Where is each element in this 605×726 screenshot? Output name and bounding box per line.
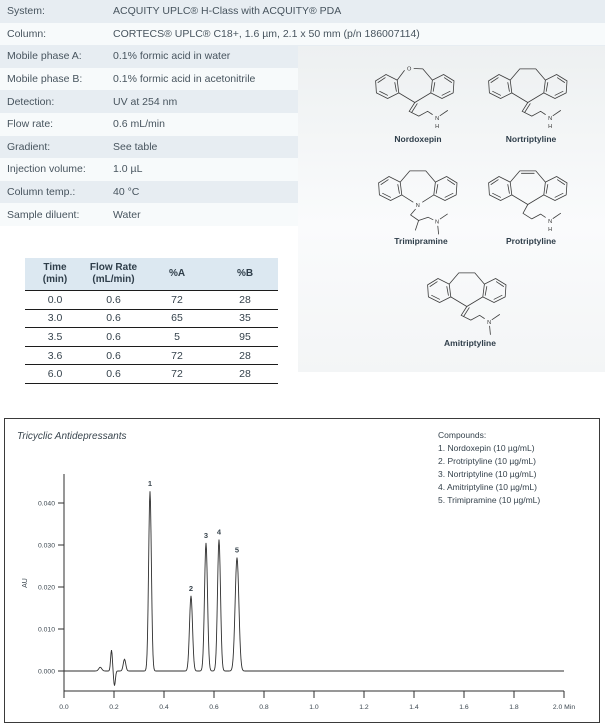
gradient-table [25,258,278,384]
peak-label: 2 [188,583,194,593]
condition-label: Detection: [7,95,55,108]
gradient-table-row [25,290,278,309]
gradient-cell: 0.0 [47,293,63,306]
header-line2: (min) [42,274,68,285]
legend-item: 2. Protriptyline (10 µg/mL) [438,456,536,466]
signal-trace [64,491,564,685]
gradient-header-cell [212,268,278,280]
condition-label: System: [7,5,45,18]
condition-value: CORTECS® UPLC® C18+, 1.6 µm, 2.1 x 50 mm (p/n 186007114) [113,27,420,40]
svg-text:N: N [548,218,553,225]
condition-label: Column: [7,27,47,40]
condition-row [0,0,605,23]
gradient-cell: 28 [239,293,251,306]
svg-text:N: N [548,116,553,123]
condition-label: Column temp.: [7,186,76,199]
condition-value: 0.1% formic acid in acetonitrile [113,73,256,86]
chromatogram-box [4,418,600,723]
x-tick-label: 0.4 [159,704,169,711]
x-tick-label: 1.2 [359,704,369,711]
condition-label: Mobile phase B: [7,73,83,86]
gradient-cell: 72 [171,368,183,381]
legend-item: 4. Amitriptyline (10 µg/mL) [438,482,537,492]
chromatogram-title: Tricyclic Antidepressants [17,431,127,442]
x-tick-label: 1.4 [409,704,419,711]
gradient-table-row [25,346,278,365]
condition-value: 0.6 mL/min [113,118,165,131]
gradient-cell: 35 [239,312,251,325]
header-line1: Time [43,262,67,273]
svg-text:H: H [548,124,553,131]
condition-value: Water [113,208,141,221]
gradient-cell: 0.6 [106,293,121,306]
molecule-trimipramine-icon [373,158,469,235]
svg-text:N: N [434,219,440,226]
gradient-cell: 65 [171,312,183,325]
y-tick-label: 0.030 [37,542,55,550]
condition-value: See table [113,140,158,153]
gradient-table-row [25,364,278,384]
y-tick-label: 0.040 [37,500,55,508]
structure-amitriptyline [418,260,522,348]
svg-text:H: H [435,124,440,131]
peak-label: 4 [216,527,222,537]
gradient-cell: 28 [239,368,251,381]
gradient-cell: 3.5 [47,330,63,343]
x-tick-label: 0.0 [59,704,69,711]
header-line1: %A [168,268,186,279]
y-tick-label: 0.010 [37,626,55,634]
gradient-cell: 95 [239,330,251,343]
svg-text:N: N [435,116,440,123]
structure-label: Protriptyline [505,236,557,246]
x-tick-label: 0.2 [109,704,119,711]
compounds-legend [438,429,540,507]
legend-item: 5. Trimipramine (10 µg/mL) [438,495,541,505]
header-line2: (mL/min) [92,274,135,285]
condition-label: Sample diluent: [7,208,80,221]
x-tick-label: 1.0 [309,704,319,711]
gradient-table-row [25,327,278,346]
gradient-cell: 3.0 [47,312,63,325]
condition-label: Gradient: [7,140,51,153]
legend-item: 3. Nortriptyline (10 µg/mL) [438,469,537,479]
condition-value: 0.1% formic acid in water [113,50,231,63]
x-tick-label: 2.0 Min [552,704,576,711]
y-tick-label: 0.000 [37,668,55,676]
gradient-cell: 0.6 [106,349,121,362]
structure-nortriptyline [479,56,583,144]
gradient-cell: 0.6 [106,330,121,343]
structure-nordoxepin [366,56,470,144]
y-axis-label: AU [22,578,29,588]
svg-text:N: N [487,320,492,327]
legend-title: Compounds: [438,430,487,440]
x-tick-label: 0.8 [259,704,269,711]
condition-label: Injection volume: [7,163,86,176]
svg-text:O: O [407,66,412,73]
condition-row [0,23,605,46]
condition-value: ACQUITY UPLC® H-Class with ACQUITY® PDA [113,5,342,18]
x-tick-label: 0.6 [209,704,219,711]
chemical-structures-panel [298,46,605,372]
svg-text:N: N [415,202,420,209]
x-tick-label: 1.6 [459,704,469,711]
header-line1: %B [236,268,254,279]
structure-label: Trimipramine [394,236,448,246]
header-line1: Flow Rate [89,262,138,273]
molecule-amitriptyline-icon [422,260,518,337]
y-tick-label: 0.020 [37,584,55,592]
gradient-cell: 0.6 [106,312,121,325]
condition-value: 40 °C [113,186,140,199]
structure-label: Nortriptyline [505,134,557,144]
legend-item: 1. Nordoxepin (10 µg/mL) [438,443,535,453]
gradient-cell: 6.0 [47,368,63,381]
condition-label: Flow rate: [7,118,54,131]
condition-value: UV at 254 nm [113,95,178,108]
gradient-table-header-row [25,258,278,290]
x-tick-label: 1.8 [509,704,519,711]
structure-protriptyline [479,158,583,246]
gradient-header-cell [25,262,85,286]
condition-label: Mobile phase A: [7,50,82,63]
peak-label: 1 [147,479,153,489]
gradient-header-cell [85,262,142,286]
molecule-protriptyline-icon [483,158,579,235]
peak-label: 3 [203,530,209,540]
structure-label: Amitriptyline [444,338,496,348]
gradient-cell: 0.6 [106,368,121,381]
gradient-cell: 28 [239,349,251,362]
gradient-header-cell [142,268,212,280]
gradient-cell: 3.6 [47,349,63,362]
svg-text:H: H [548,226,553,233]
molecule-nortriptyline-icon [483,56,579,133]
gradient-cell: 72 [171,349,183,362]
peak-label: 5 [234,545,240,555]
condition-value: 1.0 µL [113,163,143,176]
molecule-nordoxepin-icon [370,56,466,133]
gradient-table-row [25,309,278,328]
gradient-cell: 5 [174,330,180,343]
gradient-cell: 72 [171,293,183,306]
structure-trimipramine [369,158,473,246]
structure-label: Nordoxepin [394,134,442,144]
